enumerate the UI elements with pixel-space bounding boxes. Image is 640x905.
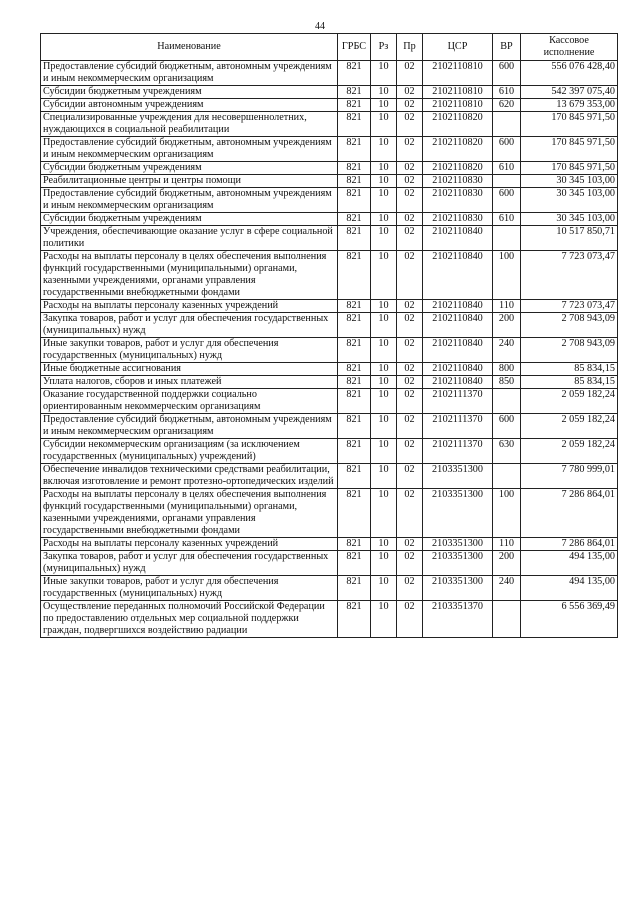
cell-vr <box>493 464 521 489</box>
cell-csr: 2102110840 <box>423 376 493 389</box>
cell-vr <box>493 175 521 188</box>
cell-vr <box>493 226 521 251</box>
cell-vr: 800 <box>493 363 521 376</box>
cell-pr: 02 <box>397 226 423 251</box>
cell-vr <box>493 601 521 638</box>
cell-grbs: 821 <box>338 112 371 137</box>
cell-rz: 10 <box>371 338 397 363</box>
cell-pr: 02 <box>397 300 423 313</box>
cell-vr: 200 <box>493 313 521 338</box>
cell-name: Специализированные учреждения для несовершеннолетних, нуждающихся в социальной реабилитации <box>41 112 338 137</box>
cell-vr: 100 <box>493 489 521 538</box>
table-row <box>41 376 618 389</box>
cell-amount: 7 780 999,01 <box>521 464 618 489</box>
cell-pr: 02 <box>397 601 423 638</box>
cell-vr: 100 <box>493 251 521 300</box>
header-csr: ЦСР <box>423 34 493 61</box>
cell-amount: 170 845 971,50 <box>521 162 618 175</box>
cell-pr: 02 <box>397 338 423 363</box>
cell-pr: 02 <box>397 213 423 226</box>
cell-grbs: 821 <box>338 551 371 576</box>
cell-amount: 30 345 103,00 <box>521 213 618 226</box>
table-row <box>41 137 618 162</box>
cell-pr: 02 <box>397 489 423 538</box>
cell-pr: 02 <box>397 439 423 464</box>
cell-vr: 600 <box>493 188 521 213</box>
cell-grbs: 821 <box>338 175 371 188</box>
cell-amount: 170 845 971,50 <box>521 137 618 162</box>
header-amount: Кассовое исполнение <box>521 34 618 61</box>
cell-amount: 7 286 864,01 <box>521 489 618 538</box>
cell-vr: 620 <box>493 99 521 112</box>
cell-grbs: 821 <box>338 576 371 601</box>
cell-csr: 2102110810 <box>423 99 493 112</box>
cell-pr: 02 <box>397 464 423 489</box>
cell-rz: 10 <box>371 313 397 338</box>
cell-rz: 10 <box>371 439 397 464</box>
table-row <box>41 213 618 226</box>
cell-rz: 10 <box>371 61 397 86</box>
cell-csr: 2102110840 <box>423 363 493 376</box>
cell-pr: 02 <box>397 389 423 414</box>
cell-vr: 610 <box>493 213 521 226</box>
cell-rz: 10 <box>371 464 397 489</box>
cell-amount: 494 135,00 <box>521 576 618 601</box>
cell-amount: 494 135,00 <box>521 551 618 576</box>
cell-csr: 2102110810 <box>423 86 493 99</box>
cell-name: Субсидии автономным учреждениям <box>41 99 338 112</box>
cell-name: Закупка товаров, работ и услуг для обеспечения государственных (муниципальных) нужд <box>41 313 338 338</box>
header-pr: Пр <box>397 34 423 61</box>
cell-name: Расходы на выплаты персоналу казенных учреждений <box>41 538 338 551</box>
cell-rz: 10 <box>371 376 397 389</box>
table-row <box>41 86 618 99</box>
cell-grbs: 821 <box>338 213 371 226</box>
cell-name: Расходы на выплаты персоналу в целях обеспечения выполнения функций государственными (муниципальными) органами, казенными учреждениями, органами управления государственными внебюджетными фондами <box>41 489 338 538</box>
cell-vr <box>493 112 521 137</box>
cell-csr: 2102111370 <box>423 414 493 439</box>
cell-grbs: 821 <box>338 251 371 300</box>
cell-pr: 02 <box>397 376 423 389</box>
cell-grbs: 821 <box>338 226 371 251</box>
cell-rz: 10 <box>371 137 397 162</box>
table-row <box>41 99 618 112</box>
cell-csr: 2103351300 <box>423 538 493 551</box>
table-row <box>41 551 618 576</box>
table-row <box>41 313 618 338</box>
cell-name: Иные закупки товаров, работ и услуг для обеспечения государственных (муниципальных) нужд <box>41 576 338 601</box>
table-row <box>41 188 618 213</box>
cell-rz: 10 <box>371 175 397 188</box>
cell-csr: 2102110840 <box>423 251 493 300</box>
cell-vr: 610 <box>493 86 521 99</box>
cell-amount: 13 679 353,00 <box>521 99 618 112</box>
table-row <box>41 538 618 551</box>
budget-execution-table <box>40 33 618 638</box>
cell-csr: 2102110830 <box>423 188 493 213</box>
cell-name: Осуществление переданных полномочий Российской Федерации по предоставлению отдельных мер социальной поддержки граждан, подвергшихся воздействию радиации <box>41 601 338 638</box>
cell-vr: 110 <box>493 538 521 551</box>
cell-rz: 10 <box>371 300 397 313</box>
cell-csr: 2103351300 <box>423 464 493 489</box>
table-row <box>41 576 618 601</box>
cell-pr: 02 <box>397 576 423 601</box>
table-row <box>41 162 618 175</box>
cell-vr: 610 <box>493 162 521 175</box>
cell-amount: 7 723 073,47 <box>521 251 618 300</box>
cell-name: Расходы на выплаты персоналу в целях обеспечения выполнения функций государственными (муниципальными) органами, казенными учреждениями, органами управления государственными внебюджетными фондами <box>41 251 338 300</box>
cell-grbs: 821 <box>338 99 371 112</box>
cell-amount: 7 286 864,01 <box>521 538 618 551</box>
cell-pr: 02 <box>397 112 423 137</box>
table-row <box>41 414 618 439</box>
cell-rz: 10 <box>371 389 397 414</box>
cell-rz: 10 <box>371 112 397 137</box>
table-row <box>41 338 618 363</box>
cell-amount: 7 723 073,47 <box>521 300 618 313</box>
cell-pr: 02 <box>397 99 423 112</box>
header-grbs: ГРБС <box>338 34 371 61</box>
cell-vr: 600 <box>493 414 521 439</box>
table-header-row <box>41 34 618 61</box>
cell-vr: 240 <box>493 338 521 363</box>
header-name: Наименование <box>41 34 338 61</box>
table-row <box>41 112 618 137</box>
cell-csr: 2103351300 <box>423 489 493 538</box>
cell-rz: 10 <box>371 226 397 251</box>
cell-grbs: 821 <box>338 137 371 162</box>
cell-rz: 10 <box>371 162 397 175</box>
cell-grbs: 821 <box>338 61 371 86</box>
cell-grbs: 821 <box>338 162 371 175</box>
cell-rz: 10 <box>371 213 397 226</box>
cell-amount: 2 708 943,09 <box>521 313 618 338</box>
cell-rz: 10 <box>371 86 397 99</box>
cell-pr: 02 <box>397 538 423 551</box>
cell-rz: 10 <box>371 601 397 638</box>
cell-rz: 10 <box>371 363 397 376</box>
cell-vr: 600 <box>493 61 521 86</box>
cell-name: Иные закупки товаров, работ и услуг для обеспечения государственных (муниципальных) нужд <box>41 338 338 363</box>
cell-pr: 02 <box>397 86 423 99</box>
cell-rz: 10 <box>371 188 397 213</box>
table-row <box>41 601 618 638</box>
cell-grbs: 821 <box>338 414 371 439</box>
cell-name: Иные бюджетные ассигнования <box>41 363 338 376</box>
cell-amount: 542 397 075,40 <box>521 86 618 99</box>
table-row <box>41 464 618 489</box>
cell-rz: 10 <box>371 489 397 538</box>
cell-name: Субсидии бюджетным учреждениям <box>41 213 338 226</box>
cell-csr: 2103351370 <box>423 601 493 638</box>
table-row <box>41 439 618 464</box>
cell-name: Предоставление субсидий бюджетным, автономным учреждениям и иным некоммерческим организациям <box>41 414 338 439</box>
cell-vr: 110 <box>493 300 521 313</box>
cell-vr: 600 <box>493 137 521 162</box>
cell-csr: 2102110820 <box>423 137 493 162</box>
cell-csr: 2102111370 <box>423 439 493 464</box>
cell-vr: 850 <box>493 376 521 389</box>
cell-csr: 2102110810 <box>423 61 493 86</box>
cell-amount: 2 059 182,24 <box>521 414 618 439</box>
cell-name: Уплата налогов, сборов и иных платежей <box>41 376 338 389</box>
cell-pr: 02 <box>397 551 423 576</box>
cell-name: Обеспечение инвалидов техническими средствами реабилитации, включая изготовление и ремонт протезно-ортопедических изделий <box>41 464 338 489</box>
cell-vr <box>493 389 521 414</box>
table-row <box>41 226 618 251</box>
cell-csr: 2102110820 <box>423 162 493 175</box>
cell-grbs: 821 <box>338 464 371 489</box>
cell-name: Учреждения, обеспечивающие оказание услуг в сфере социальной политики <box>41 226 338 251</box>
cell-vr: 200 <box>493 551 521 576</box>
cell-amount: 30 345 103,00 <box>521 175 618 188</box>
cell-amount: 6 556 369,49 <box>521 601 618 638</box>
table-row <box>41 489 618 538</box>
cell-csr: 2103351300 <box>423 551 493 576</box>
cell-csr: 2102111370 <box>423 389 493 414</box>
cell-name: Субсидии бюджетным учреждениям <box>41 162 338 175</box>
cell-amount: 2 059 182,24 <box>521 439 618 464</box>
cell-name: Закупка товаров, работ и услуг для обеспечения государственных (муниципальных) нужд <box>41 551 338 576</box>
cell-pr: 02 <box>397 175 423 188</box>
cell-rz: 10 <box>371 538 397 551</box>
cell-grbs: 821 <box>338 538 371 551</box>
cell-csr: 2102110840 <box>423 338 493 363</box>
cell-amount: 2 708 943,09 <box>521 338 618 363</box>
cell-vr: 630 <box>493 439 521 464</box>
cell-csr: 2102110840 <box>423 313 493 338</box>
cell-name: Реабилитационные центры и центры помощи <box>41 175 338 188</box>
cell-csr: 2102110830 <box>423 175 493 188</box>
cell-grbs: 821 <box>338 188 371 213</box>
cell-rz: 10 <box>371 551 397 576</box>
cell-grbs: 821 <box>338 489 371 538</box>
cell-amount: 85 834,15 <box>521 376 618 389</box>
cell-rz: 10 <box>371 99 397 112</box>
cell-csr: 2102110840 <box>423 226 493 251</box>
cell-name: Предоставление субсидий бюджетным, автономным учреждениям и иным некоммерческим организациям <box>41 137 338 162</box>
cell-grbs: 821 <box>338 601 371 638</box>
table-row <box>41 300 618 313</box>
cell-name: Субсидии некоммерческим организациям (за исключением государственных (муниципальных) учреждений) <box>41 439 338 464</box>
cell-pr: 02 <box>397 363 423 376</box>
cell-name: Расходы на выплаты персоналу казенных учреждений <box>41 300 338 313</box>
cell-grbs: 821 <box>338 389 371 414</box>
cell-amount: 556 076 428,40 <box>521 61 618 86</box>
cell-csr: 2102110830 <box>423 213 493 226</box>
cell-name: Субсидии бюджетным учреждениям <box>41 86 338 99</box>
cell-amount: 30 345 103,00 <box>521 188 618 213</box>
cell-name: Предоставление субсидий бюджетным, автономным учреждениям и иным некоммерческим организациям <box>41 188 338 213</box>
cell-grbs: 821 <box>338 86 371 99</box>
table-row <box>41 363 618 376</box>
cell-csr: 2102110840 <box>423 300 493 313</box>
cell-grbs: 821 <box>338 300 371 313</box>
cell-pr: 02 <box>397 313 423 338</box>
table-row <box>41 61 618 86</box>
cell-pr: 02 <box>397 162 423 175</box>
cell-name: Предоставление субсидий бюджетным, автономным учреждениям и иным некоммерческим организациям <box>41 61 338 86</box>
cell-amount: 10 517 850,71 <box>521 226 618 251</box>
table-row <box>41 251 618 300</box>
cell-amount: 170 845 971,50 <box>521 112 618 137</box>
header-rz: Рз <box>371 34 397 61</box>
cell-csr: 2103351300 <box>423 576 493 601</box>
cell-grbs: 821 <box>338 439 371 464</box>
page-number: 44 <box>315 21 325 32</box>
cell-vr: 240 <box>493 576 521 601</box>
table-row <box>41 175 618 188</box>
cell-rz: 10 <box>371 576 397 601</box>
cell-grbs: 821 <box>338 338 371 363</box>
cell-rz: 10 <box>371 414 397 439</box>
cell-rz: 10 <box>371 251 397 300</box>
cell-pr: 02 <box>397 414 423 439</box>
header-vr: ВР <box>493 34 521 61</box>
cell-grbs: 821 <box>338 376 371 389</box>
cell-pr: 02 <box>397 137 423 162</box>
cell-amount: 85 834,15 <box>521 363 618 376</box>
cell-grbs: 821 <box>338 363 371 376</box>
cell-pr: 02 <box>397 188 423 213</box>
cell-pr: 02 <box>397 251 423 300</box>
cell-grbs: 821 <box>338 313 371 338</box>
table-row <box>41 389 618 414</box>
table-body <box>41 61 618 638</box>
cell-amount: 2 059 182,24 <box>521 389 618 414</box>
cell-csr: 2102110820 <box>423 112 493 137</box>
cell-name: Оказание государственной поддержки социально ориентированным некоммерческим организациям <box>41 389 338 414</box>
cell-pr: 02 <box>397 61 423 86</box>
